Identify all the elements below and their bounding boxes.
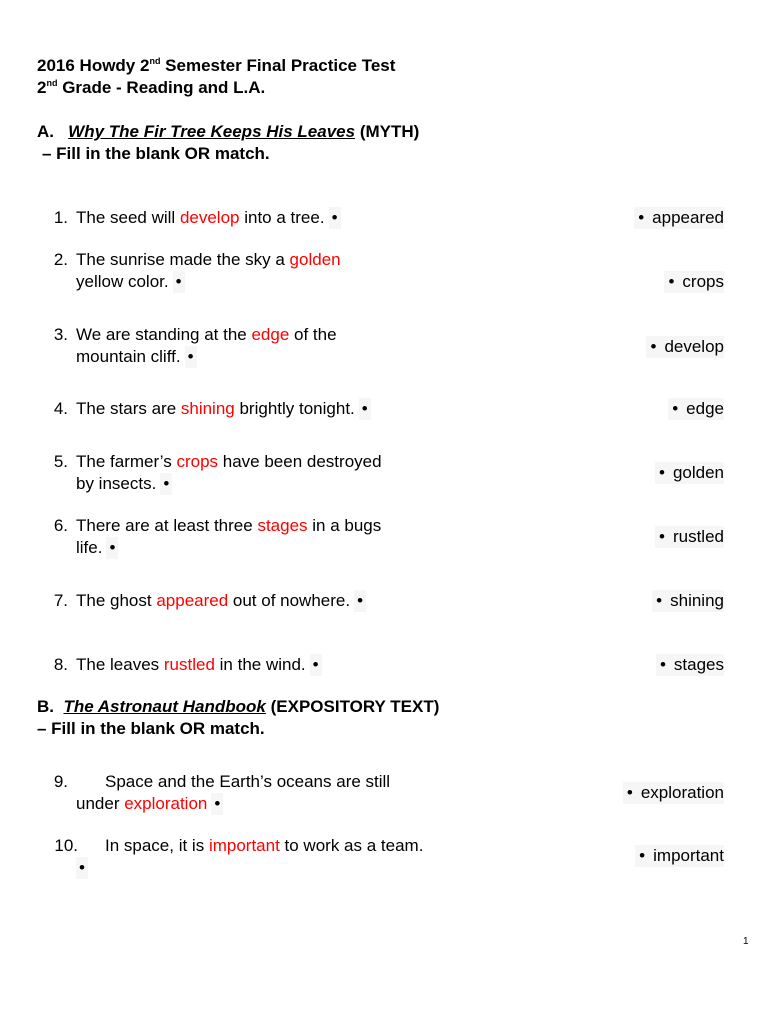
section-b-instruction: – Fill in the blank OR match.	[37, 719, 265, 738]
question-text: The ghost	[76, 591, 157, 610]
bullet-icon: •	[160, 473, 172, 495]
word-bank-word: stages	[673, 655, 724, 674]
word-bank-word: develop	[664, 337, 724, 356]
page-number: 1	[743, 936, 749, 947]
section-b-genre: (EXPOSITORY TEXT)	[270, 697, 440, 716]
bullet-icon: •	[668, 272, 675, 291]
question-text: We are standing at the	[76, 325, 252, 344]
question-text: There are at least three	[76, 516, 258, 535]
word-bank-word: crops	[682, 272, 724, 291]
word-bank-word: edge	[686, 399, 724, 418]
question-text: have been destroyed	[218, 452, 382, 471]
answer-word: golden	[289, 250, 341, 269]
bullet-icon: •	[672, 399, 679, 418]
bullet-icon: •	[658, 463, 665, 482]
title-line-1	[37, 55, 395, 77]
question-text: brightly tonight.	[234, 399, 355, 418]
bullet-icon: •	[659, 527, 665, 546]
bullet-icon: •	[76, 857, 88, 879]
section-a-heading	[37, 121, 419, 143]
bullet-icon: •	[106, 537, 118, 559]
question-text: yellow color.	[76, 272, 169, 291]
answer-word: important	[208, 836, 280, 855]
question-text: to work as a team.	[279, 836, 424, 855]
bullet-icon: •	[659, 655, 666, 674]
answer-word: shining	[180, 399, 235, 418]
word-bank-item	[646, 336, 724, 358]
section-b-label: B.	[37, 697, 54, 716]
word-bank-word: important	[653, 846, 724, 865]
question-number: 10.	[54, 836, 78, 855]
word-bank-item	[652, 590, 724, 612]
bullet-icon: •	[211, 793, 223, 815]
question-number: 7.	[53, 591, 68, 610]
question-text: In space, it is	[105, 836, 209, 855]
word-bank-item	[623, 782, 724, 804]
question-text: life.	[76, 538, 103, 557]
question-text: of the	[289, 325, 337, 344]
grade-text: 2	[37, 78, 47, 97]
title-text-rest: Semester Final Practice Test	[160, 56, 396, 75]
section-a-instruction: – Fill in the blank OR match.	[42, 144, 270, 163]
question-text: The sunrise made the sky a	[76, 250, 290, 269]
question-number: 8.	[53, 655, 68, 674]
word-bank-word: rustled	[672, 527, 724, 546]
title-line-2	[37, 77, 265, 99]
section-b-title: The Astronaut Handbook	[63, 697, 266, 716]
question-text: The stars are	[76, 399, 181, 418]
bullet-icon: •	[639, 846, 646, 865]
bullet-icon: •	[173, 271, 185, 293]
question-text: mountain cliff.	[76, 347, 181, 366]
title-text: 2016 Howdy 2	[37, 56, 150, 75]
answer-word: stages	[257, 516, 308, 535]
question-text: The seed will	[76, 208, 180, 227]
title-superscript: nd	[149, 56, 161, 66]
bullet-icon: •	[329, 207, 341, 229]
word-bank-word: golden	[672, 463, 724, 482]
bullet-icon: •	[650, 337, 657, 356]
word-bank-word: shining	[670, 591, 724, 610]
grade-text-rest: Grade - Reading and L.A.	[57, 78, 266, 97]
question-text: The leaves	[76, 655, 164, 674]
question-text: Space and the Earth’s oceans are still	[105, 772, 391, 791]
answer-word: edge	[251, 325, 290, 344]
question-text: in the wind.	[214, 655, 306, 674]
word-bank-item	[634, 207, 724, 229]
answer-word: appeared	[156, 591, 229, 610]
answer-word: develop	[179, 208, 240, 227]
word-bank-item	[635, 845, 724, 867]
question-text: under	[76, 794, 125, 813]
word-bank-item	[655, 462, 724, 484]
bullet-icon: •	[359, 398, 371, 420]
question-text: in a bugs	[307, 516, 382, 535]
question-number: 2.	[53, 250, 68, 269]
question-text: into a tree.	[239, 208, 325, 227]
section-a-genre: (MYTH)	[359, 122, 420, 141]
grade-superscript: nd	[46, 78, 58, 88]
answer-word: exploration	[124, 794, 208, 813]
question-text: out of nowhere.	[228, 591, 351, 610]
bullet-icon: •	[310, 654, 322, 676]
answer-word: crops	[176, 452, 219, 471]
word-bank-word: exploration	[640, 783, 724, 802]
answer-word: rustled	[163, 655, 215, 674]
bullet-icon: •	[626, 783, 633, 802]
question-number: 1.	[53, 208, 68, 227]
question-number: 6.	[53, 516, 68, 535]
question-number: 9.	[53, 772, 68, 791]
question-number: 5.	[53, 452, 68, 471]
word-bank-word: appeared	[652, 208, 724, 227]
bullet-icon: •	[638, 208, 645, 227]
word-bank-item	[656, 654, 724, 676]
question-number: 4.	[53, 399, 68, 418]
question-number: 3.	[53, 325, 68, 344]
section-a-label: A.	[37, 122, 54, 141]
word-bank-item	[655, 526, 724, 548]
bullet-icon: •	[656, 591, 663, 610]
bullet-icon: •	[354, 590, 366, 612]
section-a-title: Why The Fir Tree Keeps His Leaves	[68, 122, 356, 141]
bullet-icon: •	[185, 346, 197, 368]
question-text: The farmer’s	[76, 452, 177, 471]
section-b-heading	[37, 696, 439, 718]
word-bank-item	[668, 398, 724, 420]
question-text: by insects.	[76, 474, 157, 493]
word-bank-item	[664, 271, 724, 293]
